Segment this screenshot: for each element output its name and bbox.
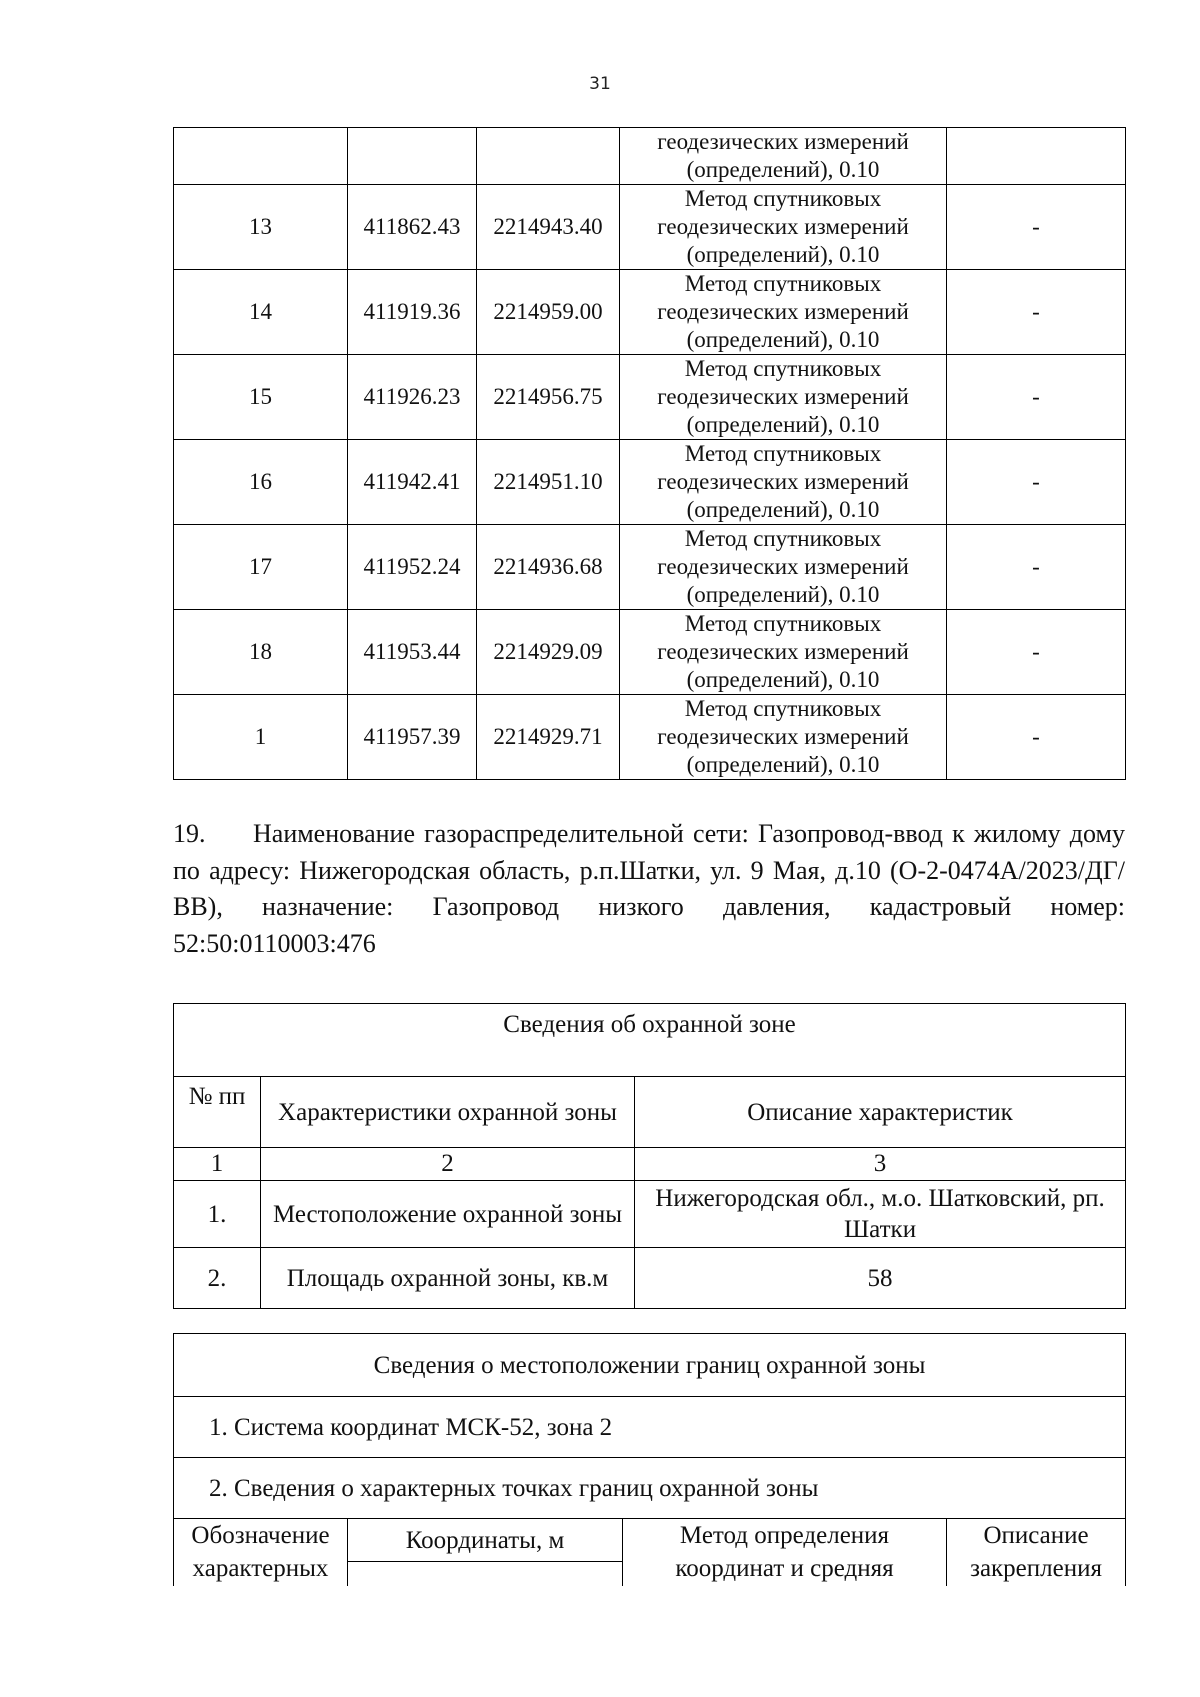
row-description: Нижегородская обл., м.о. Шатковский, рп. Шатки — [635, 1181, 1126, 1248]
method-line: Метод спутниковых — [684, 526, 882, 551]
fixing-cell: - — [947, 695, 1126, 780]
method-line: (определений), 0.10 — [686, 667, 880, 692]
index-cell: 3 — [635, 1148, 1126, 1181]
y-coordinate-cell: 2214959.00 — [477, 270, 620, 355]
col-header-designation: Обозначение характерных — [174, 1519, 348, 1587]
fixing-cell: - — [947, 440, 1126, 525]
method-line: геодезических измерений — [657, 299, 909, 324]
method-cell — [620, 440, 947, 525]
table-row — [174, 525, 1126, 610]
method-line: геодезических измерений — [657, 214, 909, 239]
method-cell — [620, 270, 947, 355]
fixing-cell: - — [947, 270, 1126, 355]
x-coordinate-cell: 411862.43 — [348, 185, 477, 270]
method-line: геодезических измерений — [657, 469, 909, 494]
index-cell: 2 — [261, 1148, 635, 1181]
point-cell: 16 — [174, 440, 348, 525]
row-description: 58 — [635, 1248, 1126, 1309]
col-header-method: Метод определения координат и средняя — [623, 1519, 947, 1587]
method-line: (определений), 0.10 — [686, 327, 880, 352]
y-coordinate-cell: 2214943.40 — [477, 185, 620, 270]
point-cell: 13 — [174, 185, 348, 270]
method-line: (определений), 0.10 — [686, 582, 880, 607]
fixing-cell: - — [947, 185, 1126, 270]
x-coordinate-cell: 411926.23 — [348, 355, 477, 440]
row-characteristic: Местоположение охранной зоны — [261, 1181, 635, 1248]
method-line: Метод спутниковых — [684, 441, 882, 466]
paragraph-number: 19. — [173, 819, 206, 848]
method-cell — [620, 525, 947, 610]
method-line: Метод спутниковых — [684, 696, 882, 721]
table-row — [174, 1181, 1126, 1248]
y-coordinate-cell: 2214929.71 — [477, 695, 620, 780]
points-header: 2. Сведения о характерных точках границ охранной зоны — [174, 1458, 1126, 1519]
table-row — [174, 270, 1126, 355]
bounds-table-title: Сведения о местоположении границ охранной зоны — [174, 1334, 1126, 1397]
paragraph-19 — [173, 816, 1125, 962]
point-cell: 15 — [174, 355, 348, 440]
y-coordinate-cell: 2214936.68 — [477, 525, 620, 610]
point-cell: 18 — [174, 610, 348, 695]
protection-zone-table — [173, 1003, 1126, 1309]
method-cell — [620, 610, 947, 695]
table-row — [174, 185, 1126, 270]
method-line: (определений), 0.10 — [686, 752, 880, 777]
method-line: геодезических измерений — [657, 724, 909, 749]
method-line: геодезических измерений — [657, 639, 909, 664]
table-row — [174, 610, 1126, 695]
table-row — [174, 695, 1126, 780]
header-description: Описание характеристик — [635, 1077, 1126, 1148]
method-line: (определений), 0.10 — [686, 497, 880, 522]
y-coordinate-cell: 2214951.10 — [477, 440, 620, 525]
zone-table-title: Сведения об охранной зоне — [174, 1004, 1126, 1077]
page-number: 31 — [589, 74, 611, 94]
index-cell: 1 — [174, 1148, 261, 1181]
table-row — [174, 355, 1126, 440]
x-coordinate-cell: 411942.41 — [348, 440, 477, 525]
x-coordinate-cell: 411957.39 — [348, 695, 477, 780]
method-line: Метод спутниковых — [684, 356, 882, 381]
method-cell — [620, 695, 947, 780]
boundary-location-table — [173, 1333, 1126, 1586]
fixing-cell: - — [947, 525, 1126, 610]
col-header-fixing: Описание закрепления — [947, 1519, 1126, 1587]
y-coordinate-cell: 2214929.09 — [477, 610, 620, 695]
fixing-cell: - — [947, 355, 1126, 440]
point-cell: 1 — [174, 695, 348, 780]
method-cell — [620, 355, 947, 440]
table-row — [174, 440, 1126, 525]
paragraph-text: Наименование газораспределительной сети: Газопровод-ввод к жилому дому по адресу: Нижегородская область, р.п.Шатки, ул. 9 Мая, д.10 (О-2-0474А/2023/ДГ/ВВ), назначение: Газопровод низкого давления, кадастровый номер: 52:50:0110003:476 — [173, 819, 1125, 958]
header-characteristics: Характеристики охранной зоны — [261, 1077, 635, 1148]
method-line: (определений), 0.10 — [686, 412, 880, 437]
method-line: Метод спутниковых — [684, 271, 882, 296]
method-cell: геодезических измерений (определений), 0.10 — [620, 128, 947, 185]
method-line: геодезических измерений — [657, 384, 909, 409]
row-number: 1. — [174, 1181, 261, 1248]
row-number: 2. — [174, 1248, 261, 1309]
y-coordinate-cell: 2214956.75 — [477, 355, 620, 440]
col-header-coordinates: Координаты, м — [348, 1519, 623, 1562]
method-line: геодезических измерений — [657, 554, 909, 579]
x-coordinate-cell: 411952.24 — [348, 525, 477, 610]
method-line: (определений), 0.10 — [686, 242, 880, 267]
table-row — [174, 1248, 1126, 1309]
method-line: Метод спутниковых — [684, 186, 882, 211]
coordinates-table — [173, 127, 1126, 780]
point-cell: 17 — [174, 525, 348, 610]
method-cell — [620, 185, 947, 270]
header-number: № пп — [174, 1077, 261, 1148]
coordinate-system: 1. Система координат МСК-52, зона 2 — [174, 1397, 1126, 1458]
fixing-cell: - — [947, 610, 1126, 695]
table-row — [174, 128, 1126, 185]
method-line: Метод спутниковых — [684, 611, 882, 636]
point-cell: 14 — [174, 270, 348, 355]
row-characteristic: Площадь охранной зоны, кв.м — [261, 1248, 635, 1309]
x-coordinate-cell: 411953.44 — [348, 610, 477, 695]
x-coordinate-cell: 411919.36 — [348, 270, 477, 355]
